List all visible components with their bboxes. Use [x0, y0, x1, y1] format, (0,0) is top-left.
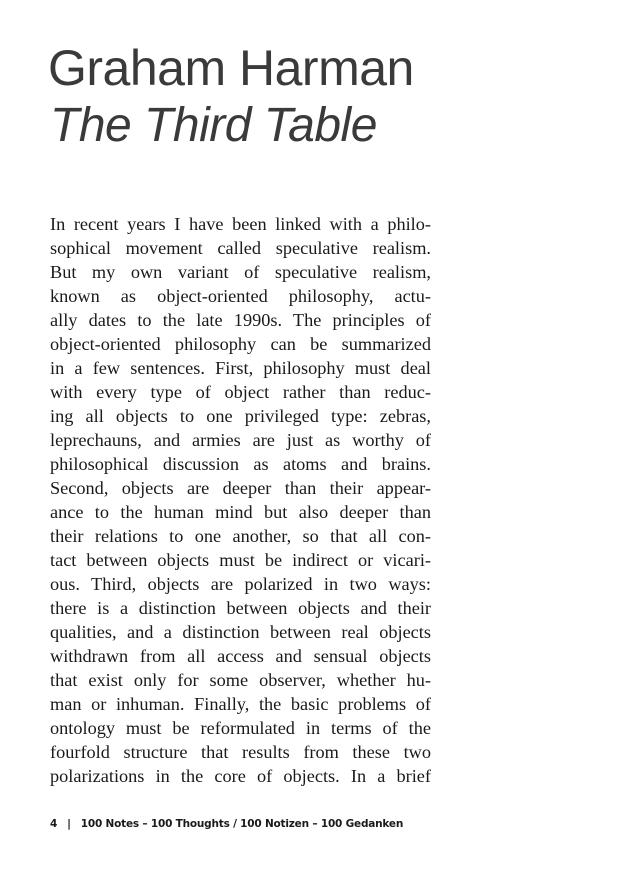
text-line: leprechauns, and armies are just as worthy of	[50, 430, 431, 450]
text-line: object-oriented philosophy can be summarized	[50, 334, 431, 354]
text-line: that exist only for some observer, whether hu-	[50, 670, 431, 690]
page-footer	[50, 817, 403, 831]
text-line: their relations to one another, so that all con-	[50, 526, 431, 546]
book-title: The Third Table	[50, 99, 377, 152]
text-line: polarizations in the core of objects. In a brief	[50, 766, 431, 786]
text-line: ing all objects to one privileged type: zebras,	[50, 406, 431, 426]
text-line: ontology must be reformulated in terms of the	[50, 718, 431, 738]
text-line: In recent years I have been linked with a philo-	[50, 214, 431, 234]
text-line: ance to the human mind but also deeper than	[50, 502, 431, 522]
text-line: qualities, and a distinction between real objects	[50, 622, 431, 642]
body-paragraph	[50, 212, 431, 788]
text-line: But my own variant of speculative realism,	[50, 262, 431, 282]
text-line: tact between objects must be indirect or vicari-	[50, 550, 431, 570]
author-name: Graham Harman	[48, 40, 414, 96]
text-line: sophical movement called speculative realism.	[50, 238, 431, 258]
series-title: 100 Notes – 100 Thoughts / 100 Notizen – 100 Gedanken	[80, 818, 404, 830]
text-line: in a few sentences. First, philosophy must deal	[50, 358, 431, 378]
text-line: known as object-oriented philosophy, actu-	[50, 286, 431, 306]
page-number: 4	[50, 818, 58, 830]
footer-separator: |	[67, 818, 71, 830]
text-line: man or inhuman. Finally, the basic problems of	[50, 694, 431, 714]
text-line: philosophical discussion as atoms and brains.	[50, 454, 431, 474]
text-line: ous. Third, objects are polarized in two ways:	[50, 574, 431, 594]
text-line: with every type of object rather than reduc-	[50, 382, 431, 402]
text-line: withdrawn from all access and sensual objects	[50, 646, 431, 666]
text-line: ally dates to the late 1990s. The principles of	[50, 310, 431, 330]
text-line: there is a distinction between objects and their	[50, 598, 431, 618]
text-line: fourfold structure that results from these two	[50, 742, 431, 762]
text-line: Second, objects are deeper than their appear-	[50, 478, 431, 498]
